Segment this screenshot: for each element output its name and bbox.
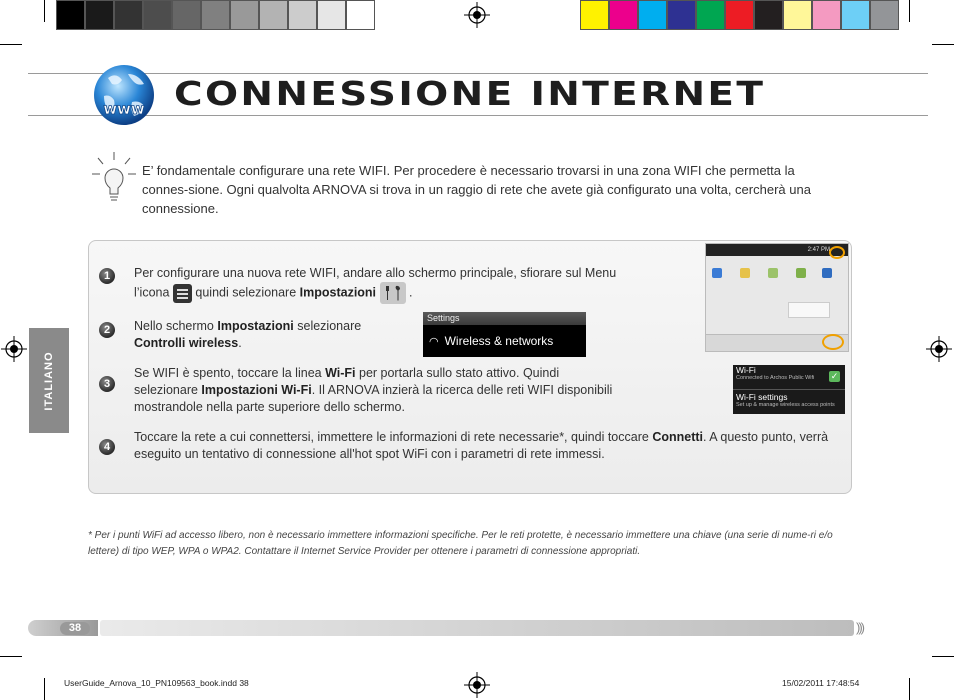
wifi-settings-subtitle: Set up & manage wireless access points — [736, 402, 835, 408]
color-swatch — [580, 0, 609, 30]
language-side-tab — [29, 328, 69, 433]
www-logo-text: www — [103, 100, 145, 118]
crop-mark — [909, 0, 910, 22]
crop-mark — [909, 678, 910, 700]
highlight-circle — [829, 246, 845, 259]
color-swatch — [754, 0, 783, 30]
step-text-part: . — [238, 336, 242, 350]
wifi-settings-title: Wi-Fi settings — [736, 392, 788, 402]
step-1-text — [134, 265, 634, 304]
color-swatch — [841, 0, 870, 30]
color-swatch — [317, 0, 346, 30]
footer-bracket-decoration: ))) — [856, 620, 863, 635]
registration-mark-icon — [464, 2, 490, 28]
color-swatch — [85, 0, 114, 30]
color-swatch — [870, 0, 899, 30]
step-number: 3 — [99, 376, 115, 392]
slug-filename: UserGuide_Arnova_10_PN109563_book.indd 38 — [64, 678, 249, 688]
color-swatch — [696, 0, 725, 30]
color-swatch — [783, 0, 812, 30]
language-label: ITALIANO — [43, 350, 55, 411]
slug-timestamp: 15/02/2011 17:48:54 — [782, 678, 860, 688]
app-icon — [740, 268, 750, 278]
step-bold: Impostazioni Wi-Fi — [201, 383, 312, 397]
highlight-circle — [822, 334, 844, 350]
crop-mark — [0, 44, 22, 45]
step-bold: Impostazioni — [299, 285, 377, 300]
step-text-part: per portarla sullo stato attivo. Quindi selezionare — [134, 366, 560, 397]
color-swatch — [56, 0, 85, 30]
settings-tools-icon — [380, 282, 406, 304]
app-icon — [822, 268, 832, 278]
step-bold: Controlli wireless — [134, 336, 239, 350]
crop-mark — [932, 44, 954, 45]
menu-icon — [173, 284, 192, 303]
home-screen-screenshot — [705, 243, 849, 352]
step-text-part: . A questo punto, verrà eseguito un tentativo di connessione all'hot spot WiFi con i parametri di rete immessi. — [134, 430, 829, 461]
step-text-part: . Il ARNOVA inzierà la ricerca delle reti WIFI disponibili mostrandole nella parte superiore dello schermo. — [134, 383, 613, 414]
color-swatch — [609, 0, 638, 30]
registration-mark-icon — [926, 336, 952, 362]
color-swatch — [725, 0, 754, 30]
step-3-text — [134, 365, 624, 416]
settings-screenshot — [423, 312, 586, 357]
color-swatch — [201, 0, 230, 30]
header-bottom-rule — [28, 115, 928, 116]
wifi-settings-row — [733, 390, 845, 408]
color-swatch — [667, 0, 696, 30]
intro-paragraph: E’ fondamentale configurare una rete WIFI. Per procedere è necessario trovarsi in una zona WIFI che permetta la connes-sione. Ogni qualvolta ARNOVA si trova in un raggio di rete che avete già configurato una volta, cercherà una connessione. — [142, 163, 811, 216]
step-bold: Impostazioni — [217, 319, 294, 333]
color-swatch — [288, 0, 317, 30]
color-swatch — [259, 0, 288, 30]
status-time: 2:47 PM — [807, 247, 830, 253]
registration-mark-icon — [464, 672, 490, 698]
page-title: CONNESSIONE INTERNET — [174, 74, 766, 113]
step-4-text — [134, 429, 834, 463]
step-number: 1 — [99, 268, 115, 284]
step-text-part: selezionare — [293, 319, 362, 333]
color-swatch — [638, 0, 667, 30]
registration-mark-icon — [1, 336, 27, 362]
footnote: * Per i punti WiFi ad accesso libero, non è necessario immettere informazioni specifiche. Per le reti protette, è necessario immettere una chiave (una serie di nume-ri e/o lettere) di tipo WEP, WPA o WPA2. Contattare il Internet Service Provider per ottenere i parametri di connessione appropriati. — [88, 530, 833, 557]
step-number: 4 — [99, 439, 115, 455]
crop-mark — [44, 678, 45, 700]
step-bold: Wi-Fi — [325, 366, 356, 380]
step-text-part: . — [405, 285, 413, 300]
page-number: 38 — [60, 622, 90, 635]
checkbox-checked-icon: ✓ — [830, 371, 839, 381]
step-text-part: Se WIFI è spento, toccare la linea — [134, 366, 326, 380]
wireless-networks-label: Wireless & networks — [444, 334, 554, 348]
step-bold: Connetti — [652, 430, 703, 444]
color-swatch — [172, 0, 201, 30]
wifi-row — [733, 365, 845, 390]
app-icon — [712, 268, 722, 278]
wireless-networks-row — [423, 325, 586, 357]
status-bar — [706, 244, 848, 256]
color-swatch — [114, 0, 143, 30]
app-icon — [768, 268, 778, 278]
wifi-icon: ◠ — [429, 336, 439, 348]
step-text-part: quindi selezionare — [191, 285, 300, 300]
crop-mark — [44, 0, 45, 22]
lightbulb-tip-icon — [90, 150, 138, 208]
wifi-subtitle: Connected to Archos Public Wifi — [736, 375, 815, 381]
step-text-part: Toccare la rete a cui connettersi, immettere le informazioni di rete necessarie*, quindi toccare — [134, 430, 653, 444]
step-text-part: Per configurare una nuova rete WIFI, andare allo schermo principale, sfiorare sul Menu l’icona — [134, 266, 617, 300]
wifi-settings-screenshot — [733, 365, 845, 414]
settings-header: Settings — [423, 312, 586, 325]
widget — [788, 302, 830, 318]
crop-mark — [932, 656, 954, 657]
step-2-text — [134, 318, 414, 352]
app-icon — [796, 268, 806, 278]
step-text-part: Nello schermo — [134, 319, 218, 333]
footer-bar — [100, 620, 854, 636]
color-swatch — [230, 0, 259, 30]
wifi-title: Wi-Fi — [736, 365, 756, 375]
color-swatch — [346, 0, 375, 30]
color-swatch — [812, 0, 841, 30]
step-number: 2 — [99, 322, 115, 338]
crop-mark — [0, 656, 22, 657]
globe-www-icon — [90, 62, 158, 128]
color-swatch — [143, 0, 172, 30]
